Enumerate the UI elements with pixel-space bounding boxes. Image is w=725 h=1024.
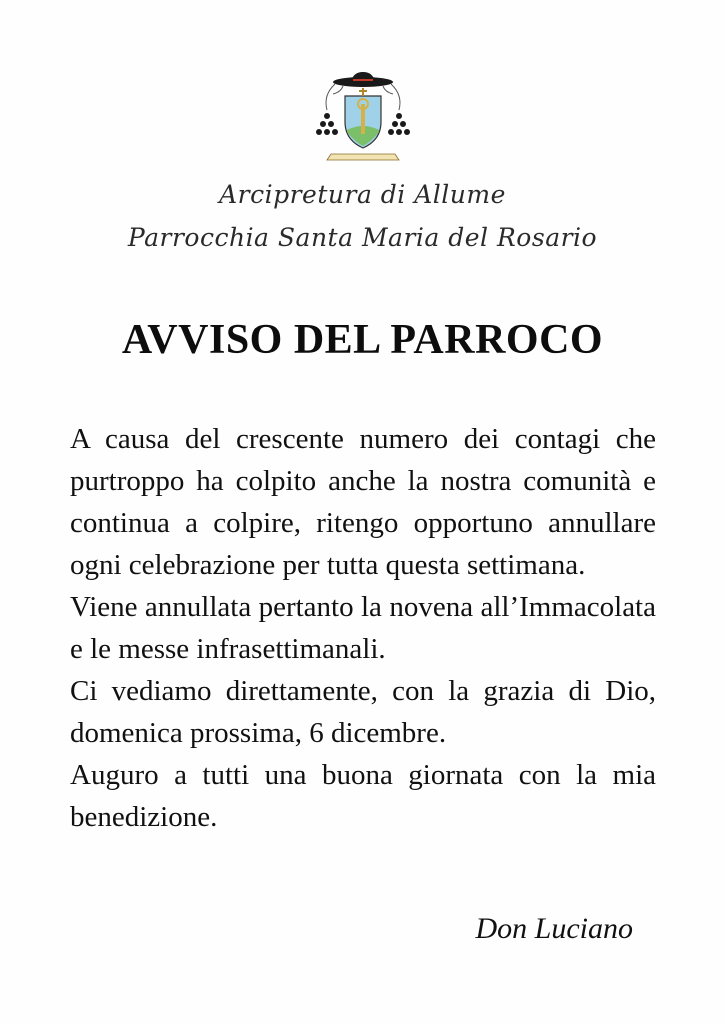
parish-name: Parrocchia Santa Maria del Rosario [127, 223, 598, 252]
notice-body [70, 418, 656, 838]
archpriestship-title: Arcipretura di Allume [219, 180, 506, 209]
notice-paragraph-4: Auguro a tutti una buona giornata con la mia benedizione. [70, 759, 656, 833]
notice-paragraph-2: Viene annullata pertanto la novena all’Immacolata e le messe infrasettimanali. [70, 591, 656, 665]
notice-paragraph-1: A causa del crescente numero dei contagi che purtroppo ha colpito anche la nostra comunità e continua a colpire, ritengo opportuno annullare ogni celebrazione per tutta questa settimana. [70, 423, 656, 581]
coat-of-arms-icon [313, 70, 413, 170]
signature: Don Luciano [475, 912, 633, 945]
notice-paragraph-3: Ci vediamo direttamente, con la grazia di Dio, domenica prossima, 6 dicembre. [70, 675, 656, 749]
notice-title: AVVISO DEL PARROCO [121, 317, 604, 363]
